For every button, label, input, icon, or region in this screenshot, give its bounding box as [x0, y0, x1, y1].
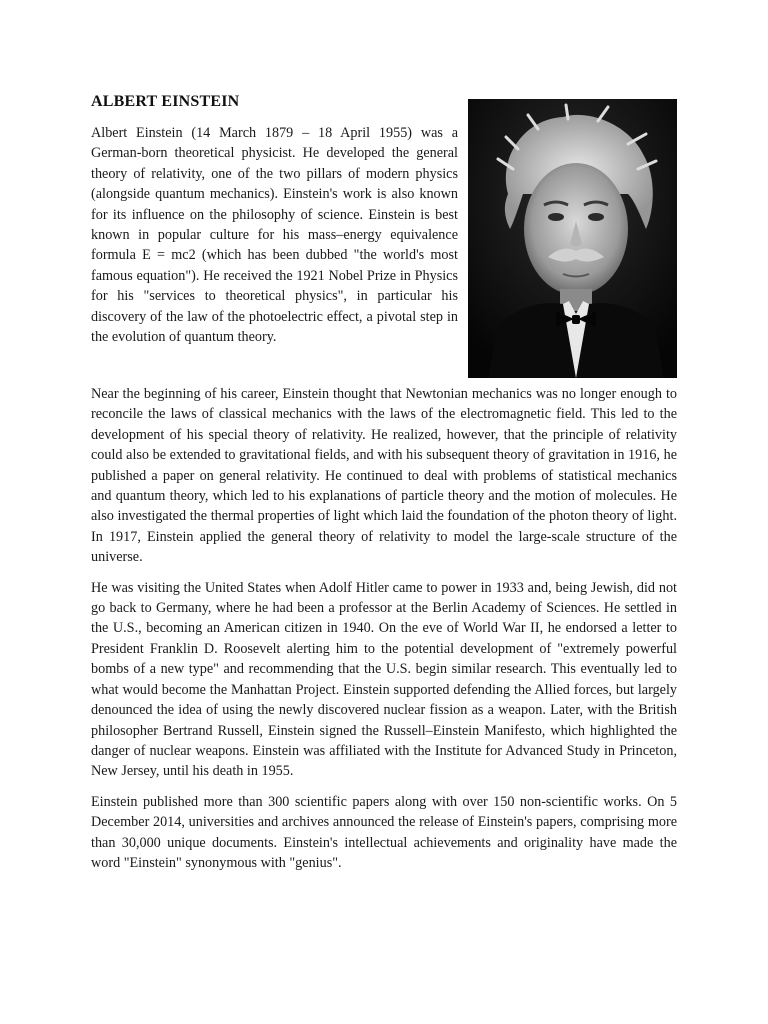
paragraph-intro: Albert Einstein (14 March 1879 – 18 April 1955) was a German-born theoretical physicist. He developed the general theory of relativity, one of the two pillars of modern physics (alongside quantum mechanics). Einstein's work is also known for its influence on the philosophy of science. Einstein is best known in popular culture for his mass–energy equivalence formula E = mc2 (which has been dubbed "the world's most famous equation"). He received the 1921 Nobel Prize in Physics for his "services to theoretical physics", in particular his discovery of the law of the photoelectric effect, a pivotal step in the evolution of quantum theory.	[91, 125, 458, 346]
portrait-photo	[468, 99, 677, 378]
portrait-image-icon	[468, 99, 677, 378]
paragraph-legacy: Einstein published more than 300 scientific papers along with over 150 non-scientific works. On 5 December 2014, universities and archives announced the release of Einstein's papers, comprising more than 30,000 unique documents. Einstein's intellectual achievements and originality have made the word "Einstein" synonymous with "genius".	[91, 793, 677, 871]
paragraph-career: Near the beginning of his career, Einstein thought that Newtonian mechanics was no longer enough to reconcile the laws of classical mechanics with the laws of the electromagnetic field. This led to the development of his special theory of relativity. He realized, however, that the principle of relativity could also be extended to gravitational fields, and with his subsequent theory of gravitation in 1916, he published a paper on general relativity. He continued to deal with problems of statistical mechanics and quantum theory, which led to his explanations of particle theory and the motion of molecules. He also investigated the thermal properties of light which laid the foundation of the photon theory of light. In 1917, Einstein applied the general theory of relativity to model the large-scale structure of the universe.	[91, 386, 677, 566]
document-page	[91, 93, 677, 883]
paragraph-emigration: He was visiting the United States when Adolf Hitler came to power in 1933 and, being Jewish, did not go back to Germany, where he had been a professor at the Berlin Academy of Sciences. He settled in the U.S., becoming an American citizen in 1940. On the eve of World War II, he endorsed a letter to President Franklin D. Roosevelt alerting him to the potential development of "extremely powerful bombs of a new type" and recommending that the U.S. begin similar research. This eventually led to what would become the Manhattan Project. Einstein supported defending the Allied forces, but largely denounced the idea of using the newly discovered nuclear fission as a weapon. Later, with the British philosopher Bertrand Russell, Einstein signed the Russell–Einstein Manifesto, which highlighted the danger of nuclear weapons. Einstein was affiliated with the Institute for Advanced Study in Princeton, New Jersey, until his death in 1955.	[91, 579, 677, 780]
intro-section	[91, 123, 677, 347]
document-title: ALBERT EINSTEIN	[91, 93, 240, 110]
